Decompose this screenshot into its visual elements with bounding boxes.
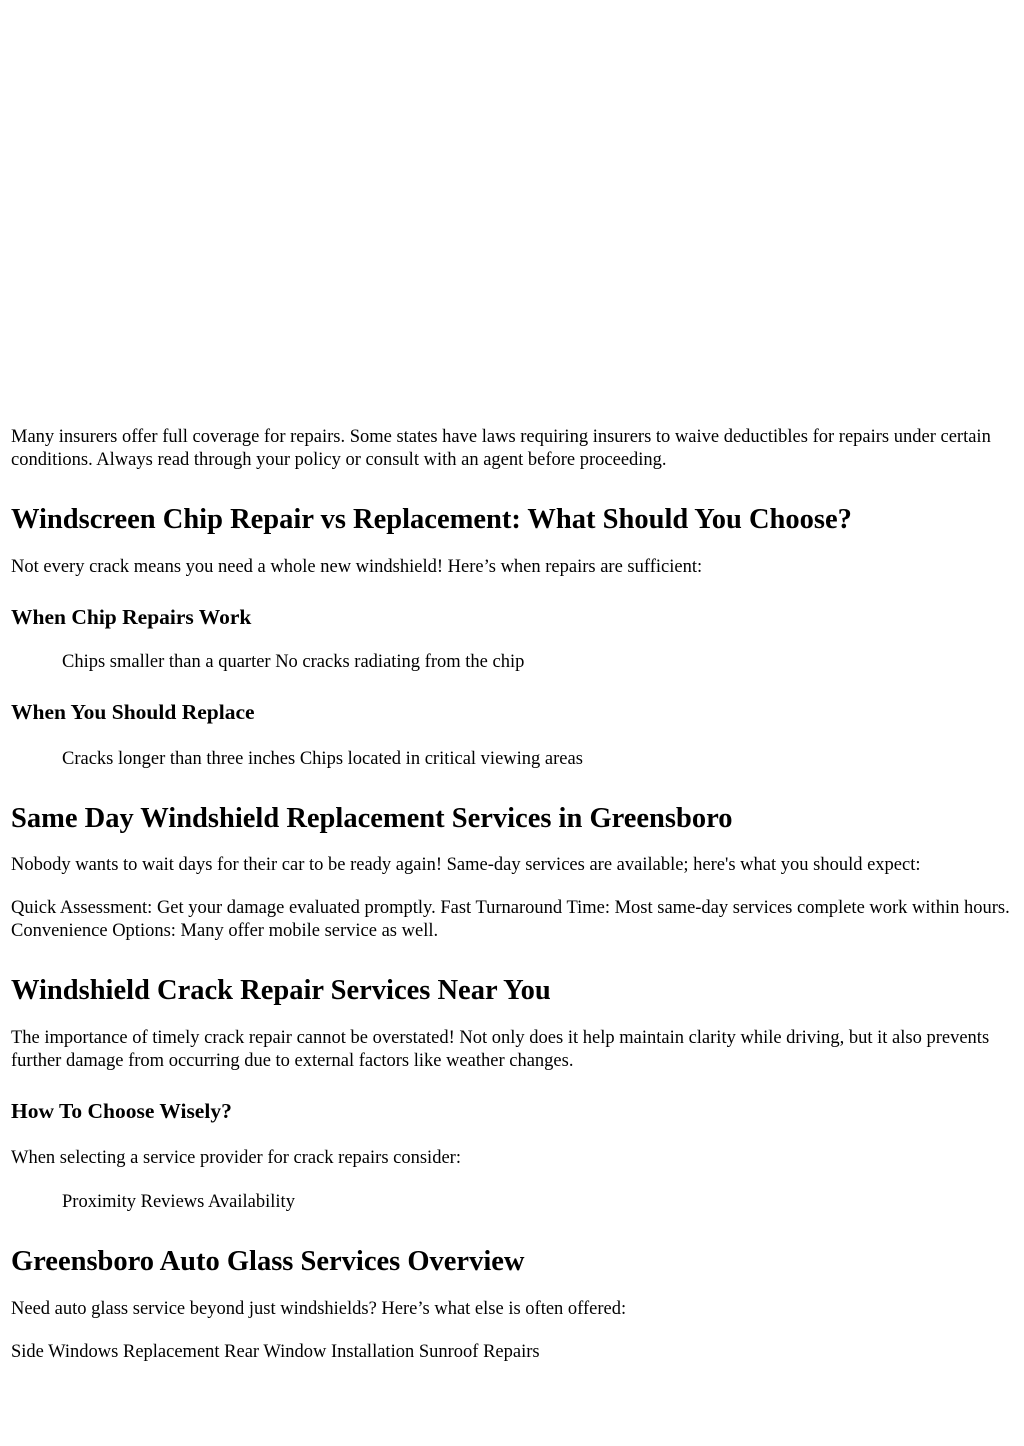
- same-day-section-heading: Same Day Windshield Replacement Services in Greensboro: [11, 803, 733, 834]
- same-day-paragraph: Nobody wants to wait days for their car to be ready again! Same-day services are available; here's what you should expect:: [11, 855, 921, 875]
- choose-wisely-list: Proximity Reviews Availability: [62, 1192, 295, 1212]
- overview-paragraph: Need auto glass service beyond just windshields? Here’s what else is often offered:: [11, 1299, 627, 1319]
- article-content: [11, 426, 1014, 1364]
- chip-section-heading: Windscreen Chip Repair vs Replacement: What Should You Choose?: [11, 504, 852, 535]
- choose-wisely-paragraph: When selecting a service provider for crack repairs consider:: [11, 1148, 461, 1168]
- overview-services: Side Windows Replacement Rear Window Installation Sunroof Repairs: [11, 1342, 540, 1362]
- chip-replace-list: Cracks longer than three inches Chips located in critical viewing areas: [62, 749, 583, 769]
- choose-wisely-subheading: How To Choose Wisely?: [11, 1099, 232, 1123]
- overview-section-heading: Greensboro Auto Glass Services Overview: [11, 1246, 525, 1277]
- chip-repair-list: Chips smaller than a quarter No cracks radiating from the chip: [62, 652, 525, 672]
- chip-replace-subheading: When You Should Replace: [11, 700, 255, 724]
- chip-repair-subheading: When Chip Repairs Work: [11, 605, 252, 629]
- crack-section-paragraph: The importance of timely crack repair cannot be overstated! Not only does it help maintain clarity while driving, but it also prevents further damage from occurring due to external factors like weather changes.: [11, 1028, 990, 1071]
- same-day-details: Quick Assessment: Get your damage evaluated promptly. Fast Turnaround Time: Most same-day services complete work within hours. Convenience Options: Many offer mobile service as well.: [11, 898, 1010, 941]
- intro-paragraph: Many insurers offer full coverage for repairs. Some states have laws requiring insurers to waive deductibles for repairs under certain conditions. Always read through your policy or consult with an agent before proceeding.: [11, 427, 991, 470]
- crack-section-heading: Windshield Crack Repair Services Near You: [11, 975, 551, 1006]
- chip-section-paragraph: Not every crack means you need a whole new windshield! Here’s when repairs are sufficient:: [11, 557, 703, 577]
